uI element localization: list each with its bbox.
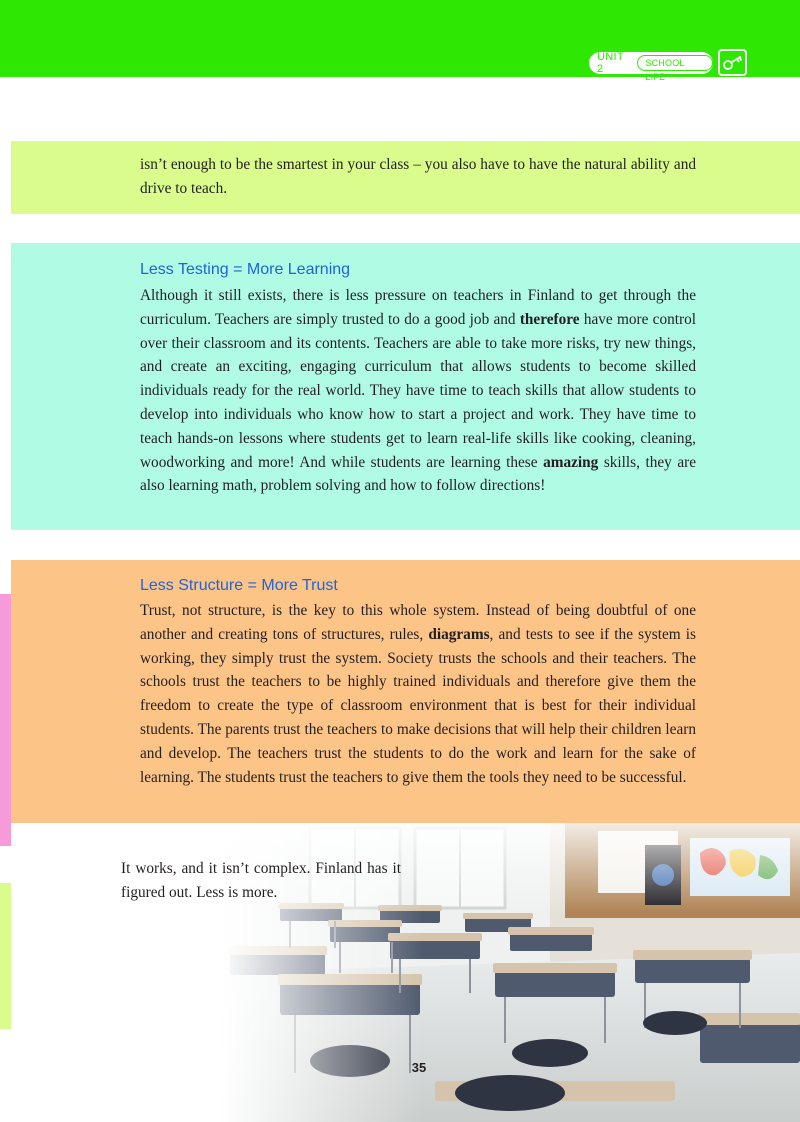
testing-text-2: have more control over their classroom and its contents. Teachers are able to take more risks, try new things, and create an exciting, engaging curriculum that allows students to become skilled individuals ready for the real world. They have time to teach skills that allow students to develop into individuals who know how to start a project and work. They have time to teach hands-on lessons where students get to learn real-life skills like cooking, cleaning, woodworking and more! And while students are learning these (140, 310, 696, 471)
side-accent-lime (0, 883, 11, 1029)
structure-text-1: Trust, not structure, is the key to this whole system. Instead of being doubtful of one another and creating tons of structures, rules, (140, 602, 696, 643)
testing-paragraph (140, 284, 696, 498)
testing-text-1: Although it still exists, there is less pressure on teachers in Finland to get through the curriculum. Teachers are simply trusted to do a good job and (140, 287, 696, 328)
key-icon (718, 49, 747, 76)
section-label: SCHOOL LIFE (637, 55, 713, 71)
structure-heading: Less Structure = More Trust (140, 577, 338, 594)
structure-text-2: , and tests to see if the system is working, they simply trust the system. Society trusts the schools and their teachers. The schools trust the teachers to be highly trained individuals and therefore give them the freedom to create the type of classroom environment that is best for their individual students. The parents trust the teachers to make decisions that will help their children learn and develop. The teachers trust the students to do the work and learn for the sake of learning. The students trust the teachers to give them the tools they need to be successful. (140, 625, 696, 786)
structure-bold-diagrams: diagrams (428, 625, 490, 643)
structure-paragraph (140, 599, 696, 789)
unit-badge (589, 51, 713, 82)
side-accent-pink (0, 594, 11, 846)
testing-bold-therefore: therefore (519, 310, 580, 328)
testing-bold-amazing: amazing (543, 453, 599, 471)
unit-label: UNIT 2 (597, 51, 624, 75)
closing-paragraph: It works, and it isn’t complex. Finland has it figured out. Less is more. (121, 860, 401, 901)
page-number: 35 (411, 1060, 427, 1075)
testing-text-3: skills, they are also learning math, problem solving and how to follow directions! (140, 453, 696, 495)
intro-paragraph: isn’t enough to be the smartest in your class – you also have to have the natural ability and drive to teach. (140, 156, 696, 197)
testing-heading: Less Testing = More Learning (140, 261, 351, 278)
